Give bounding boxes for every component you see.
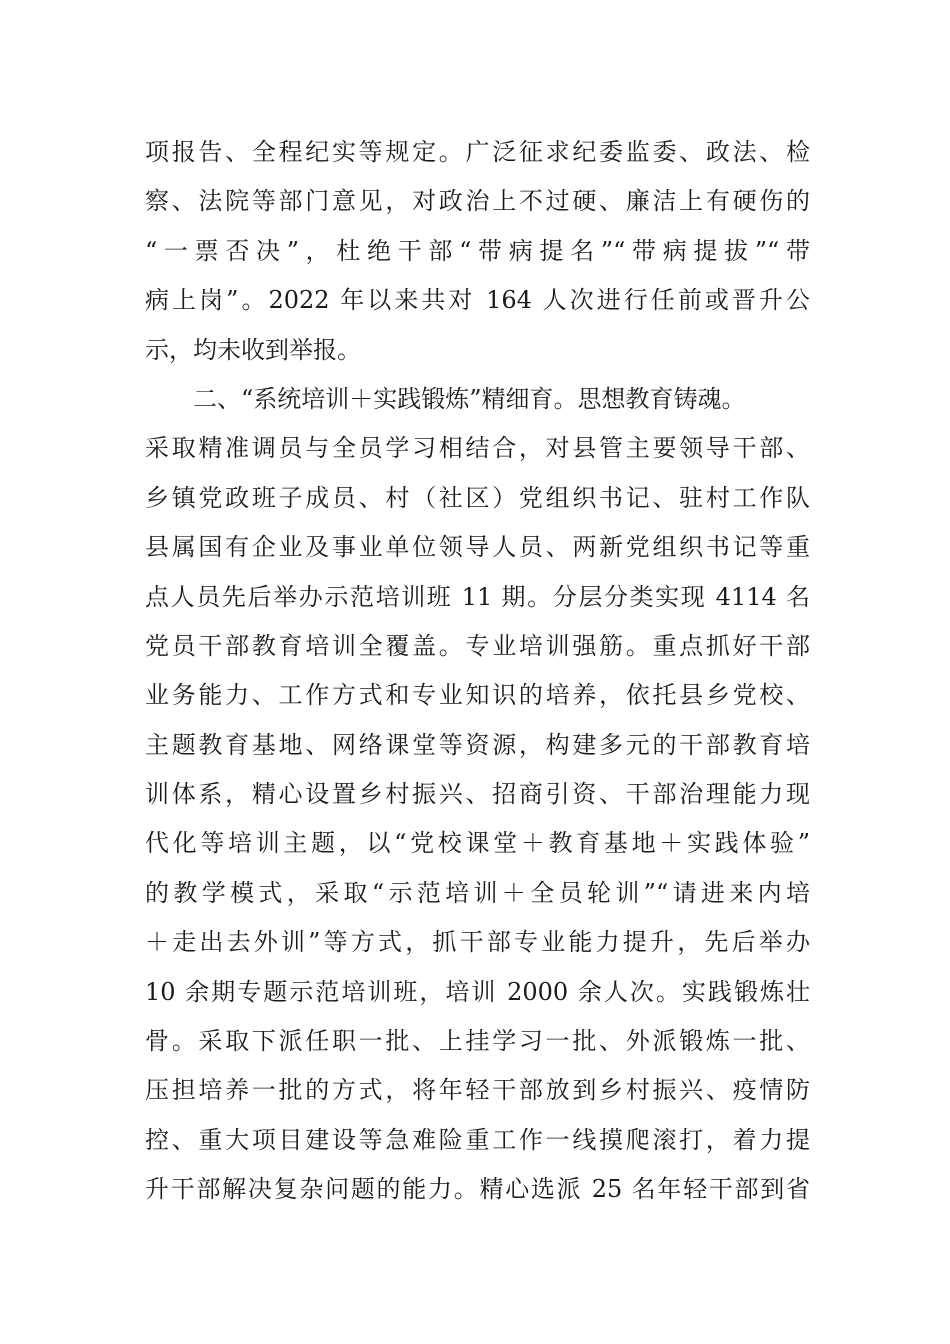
text-line: 病上岗”。2022 年以来共对 164 人次进行任前或晋升公	[145, 286, 810, 315]
text-line: 项报告、全程纪实等规定。广泛征求纪委监委、政法、检	[145, 138, 810, 166]
text-line: 训体系，精心设置乡村振兴、招商引资、干部治理能力现	[145, 780, 810, 809]
text-line: 压担培养一批的方式，将年轻干部放到乡村振兴、疫情防	[145, 1076, 810, 1105]
body-text	[145, 128, 810, 1215]
text-line: 控、重大项目建设等急难险重工作一线摸爬滚打，着力提	[145, 1125, 810, 1154]
text-line: “一票否决”，杜绝干部“带病提名”“带病提拔”“带	[145, 236, 810, 265]
text-line: 点人员先后举办示范培训班 11 期。分层分类实现 4114 名	[145, 582, 810, 611]
paragraph-1	[145, 128, 810, 375]
text-line: 二、“系统培训＋实践锻炼”精细育。思想教育铸魂。	[193, 384, 746, 413]
text-line: 10 余期专题示范培训班，培训 2000 余人次。实践锻炼壮	[145, 977, 810, 1006]
text-line: 业务能力、工作方式和专业知识的培养，依托县乡党校、	[145, 681, 810, 710]
text-line: 乡镇党政班子成员、村（社区）党组织书记、驻村工作队	[145, 483, 810, 512]
text-line: 察、法院等部门意见，对政治上不过硬、廉洁上有硬伤的	[145, 187, 810, 216]
text-line: 升干部解决复杂问题的能力。精心选派 25 名年轻干部到省	[145, 1175, 810, 1204]
text-line: 县属国有企业及事业单位领导人员、两新党组织书记等重	[145, 533, 810, 562]
text-line: ＋走出去外训”等方式，抓干部专业能力提升，先后举办	[145, 928, 810, 957]
text-line: 骨。采取下派任职一批、上挂学习一批、外派锻炼一批、	[145, 1027, 810, 1056]
text-line: 主题教育基地、网络课堂等资源，构建多元的干部教育培	[145, 730, 810, 759]
paragraph-2	[145, 375, 810, 1215]
text-line: 代化等培训主题，以“党校课堂＋教育基地＋实践体验”	[145, 829, 810, 858]
text-line: 的教学模式，采取“示范培训＋全员轮训”“请进来内培	[145, 878, 810, 907]
text-line: 采取精准调员与全员学习相结合，对县管主要领导干部、	[145, 434, 810, 463]
text-line: 党员干部教育培训全覆盖。专业培训强筋。重点抓好干部	[145, 631, 810, 660]
text-line: 示，均未收到举报。	[145, 335, 361, 364]
